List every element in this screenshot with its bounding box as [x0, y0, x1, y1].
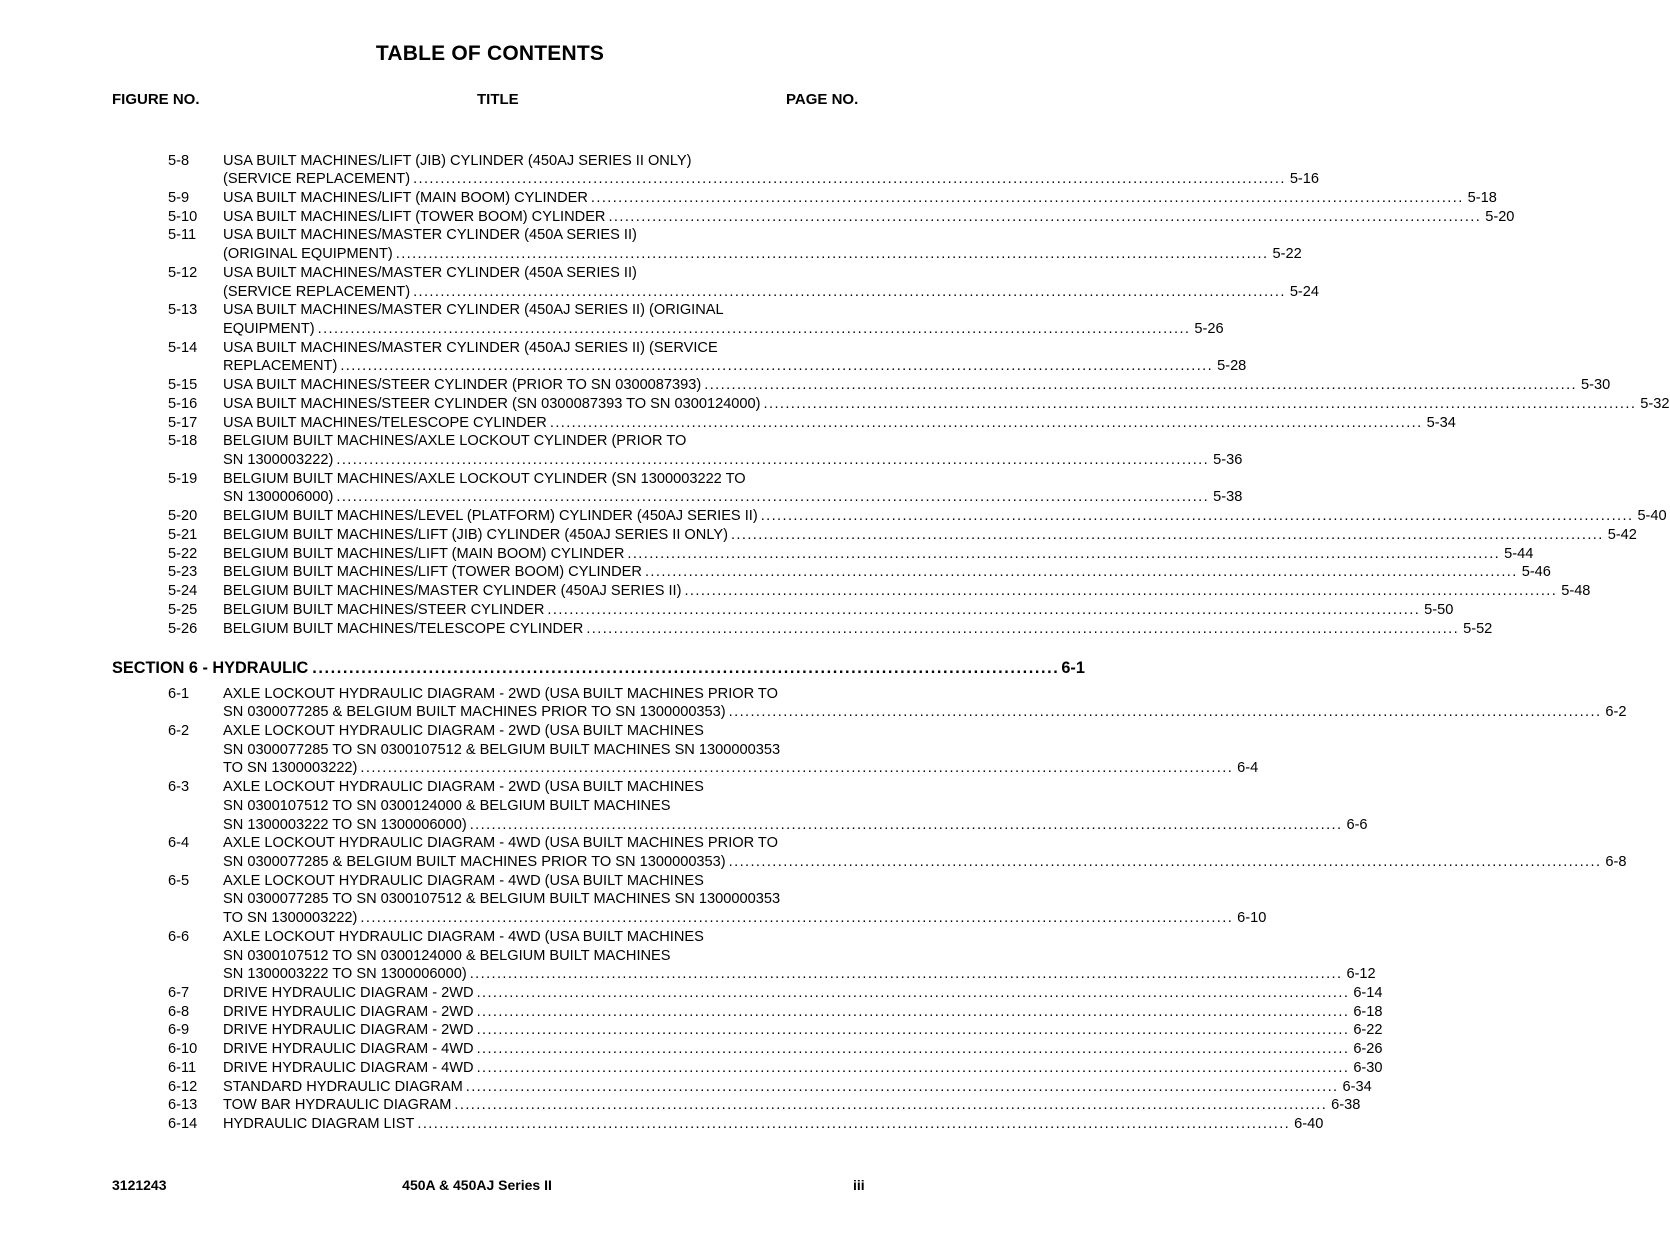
entry-page-number: 5-32: [1640, 395, 1670, 412]
figure-number: 5-15: [168, 377, 198, 394]
figure-number: 5-18: [168, 433, 198, 450]
entry-page-number: 6-8: [1605, 853, 1627, 870]
entry-title-line: USA BUILT MACHINES/MASTER CYLINDER (450AJ SERIES II) (ORIGINAL: [223, 302, 724, 319]
figure-number: 5-21: [168, 526, 198, 543]
toc-entry[interactable]: [0, 984, 1383, 1003]
entry-title-line: USA BUILT MACHINES/MASTER CYLINDER (450AJ SERIES II) (SERVICE: [223, 339, 718, 356]
dot-leader: ................................................................................................................................................................: [728, 704, 1602, 721]
toc-entry[interactable]: [0, 722, 1259, 778]
entry-title-line: BELGIUM BUILT MACHINES/AXLE LOCKOUT CYLINDER (PRIOR TO: [223, 433, 687, 450]
entry-page-number: 5-44: [1504, 545, 1534, 562]
entry-title-line: DRIVE HYDRAULIC DIAGRAM - 4WD: [223, 1041, 474, 1058]
entry-title-line: USA BUILT MACHINES/LIFT (TOWER BOOM) CYLINDER: [223, 208, 606, 225]
section-6-heading[interactable]: [112, 659, 1085, 678]
toc-entry[interactable]: [0, 778, 1368, 834]
figure-number: 6-13: [168, 1097, 198, 1114]
entry-title-line: BELGIUM BUILT MACHINES/STEER CYLINDER: [223, 601, 545, 618]
toc-entry[interactable]: [0, 872, 1267, 928]
entry-page-number: 5-48: [1561, 583, 1591, 600]
entry-title-line: (SERVICE REPLACEMENT): [223, 283, 411, 300]
entry-page-number: 5-22: [1272, 246, 1302, 263]
entry-page-number: 6-2: [1605, 704, 1627, 721]
dot-leader: ................................................................................................................................................................: [336, 452, 1210, 469]
dot-leader: ................................................................................................................................................................: [608, 208, 1482, 225]
toc-entry[interactable]: [0, 376, 1611, 395]
figure-number: 6-10: [168, 1041, 198, 1058]
toc-entry[interactable]: [0, 1059, 1383, 1078]
dot-leader: ................................................................................................................................................................: [549, 414, 1423, 431]
entry-title-line: BELGIUM BUILT MACHINES/TELESCOPE CYLINDER: [223, 620, 584, 637]
figure-number: 5-14: [168, 339, 198, 356]
entry-page-number: 6-18: [1353, 1003, 1383, 1020]
entry-title-line: DRIVE HYDRAULIC DIAGRAM - 2WD: [223, 985, 474, 1002]
entry-title-line: TO SN 1300003222): [223, 910, 358, 927]
toc-entry[interactable]: [0, 601, 1454, 620]
toc-entry[interactable]: [0, 414, 1456, 433]
figure-number: 5-13: [168, 302, 198, 319]
figure-number: 5-22: [168, 545, 198, 562]
dot-leader: ................................................................................................................................................................: [395, 246, 1269, 263]
entry-title-line: SN 1300003222): [223, 452, 334, 469]
dot-leader: ................................................................................................................................................................: [413, 171, 1286, 188]
dot-leader: ................................................................................................................................................................: [728, 853, 1602, 870]
entry-title-line: BELGIUM BUILT MACHINES/LIFT (MAIN BOOM) CYLINDER: [223, 545, 625, 562]
figure-number: 5-20: [168, 508, 198, 525]
entry-page-number: 5-38: [1213, 489, 1243, 506]
entry-page-number: 6-38: [1331, 1097, 1361, 1114]
toc-entry[interactable]: [0, 582, 1591, 601]
dot-leader: ................................................................................................................................................................: [590, 189, 1464, 206]
entry-page-number: 5-28: [1217, 358, 1247, 375]
dot-leader: ................................................................................................................................................................: [763, 395, 1637, 412]
page-number: iii: [853, 1177, 865, 1193]
dot-leader: ................................................................................................................................................................: [704, 377, 1577, 394]
figure-number: 6-2: [168, 722, 190, 739]
entry-title-line: AXLE LOCKOUT HYDRAULIC DIAGRAM - 2WD (USA BUILT MACHINES: [223, 779, 704, 796]
figure-number: 5-23: [168, 564, 198, 581]
toc-entry[interactable]: [0, 301, 1224, 338]
dot-leader: ................................................................................................................................................................: [586, 620, 1460, 637]
dot-leader: ................................................................................................................................................................: [476, 1003, 1350, 1020]
figure-number: 5-8: [168, 152, 190, 169]
figure-number: 5-26: [168, 620, 198, 637]
entry-title-line: SN 1300003222 TO SN 1300006000): [223, 816, 467, 833]
entry-title-line: USA BUILT MACHINES/LIFT (JIB) CYLINDER (450AJ SERIES II ONLY): [223, 152, 692, 169]
dot-leader: ................................................................................................................................................................: [644, 564, 1518, 581]
entry-title-line: USA BUILT MACHINES/STEER CYLINDER (PRIOR TO SN 0300087393): [223, 377, 702, 394]
toc-entry[interactable]: [0, 507, 1667, 526]
entry-page-number: 6-34: [1342, 1078, 1372, 1095]
section-label: SECTION 6 - HYDRAULIC: [112, 659, 309, 677]
entry-title-line: AXLE LOCKOUT HYDRAULIC DIAGRAM - 4WD (USA BUILT MACHINES PRIOR TO: [223, 835, 778, 852]
figure-number: 6-5: [168, 872, 190, 889]
dot-leader: ................................................................................................................................................................: [730, 526, 1604, 543]
entry-title-line: SN 0300077285 & BELGIUM BUILT MACHINES PRIOR TO SN 1300000353): [223, 853, 726, 870]
model-name: 450A & 450AJ Series II: [402, 1177, 552, 1193]
entry-title-line: SN 0300107512 TO SN 0300124000 & BELGIUM BUILT MACHINES: [223, 797, 671, 814]
figure-number: 6-6: [168, 928, 190, 945]
dot-leader: ................................................................................................................................................................: [413, 283, 1286, 300]
entry-title-line: USA BUILT MACHINES/TELESCOPE CYLINDER: [223, 414, 547, 431]
figure-number: 6-3: [168, 779, 190, 796]
dot-leader: ................................................................................................................................................................: [360, 760, 1234, 777]
figure-number: 5-9: [168, 189, 190, 206]
entry-title-line: REPLACEMENT): [223, 358, 338, 375]
dot-leader: ................................................................................................................................................................: [684, 583, 1558, 600]
entry-title-line: BELGIUM BUILT MACHINES/LIFT (JIB) CYLINDER (450AJ SERIES II ONLY): [223, 526, 728, 543]
entry-title-line: BELGIUM BUILT MACHINES/AXLE LOCKOUT CYLINDER (SN 1300003222 TO: [223, 470, 746, 487]
figure-number: 6-11: [168, 1059, 197, 1076]
entry-page-number: 5-40: [1637, 508, 1667, 525]
entry-title-line: BELGIUM BUILT MACHINES/LEVEL (PLATFORM) CYLINDER (450AJ SERIES II): [223, 508, 758, 525]
entry-page-number: 6-12: [1346, 966, 1376, 983]
entry-title-line: SN 1300003222 TO SN 1300006000): [223, 966, 467, 983]
entry-title-line: SN 0300077285 TO SN 0300107512 & BELGIUM BUILT MACHINES SN 1300000353: [223, 891, 781, 908]
entry-page-number: 6-10: [1237, 910, 1267, 927]
document-number: 3121243: [112, 1177, 167, 1193]
entry-title-line: (ORIGINAL EQUIPMENT): [223, 246, 393, 263]
entry-title-line: SN 0300107512 TO SN 0300124000 & BELGIUM BUILT MACHINES: [223, 947, 671, 964]
toc-entry[interactable]: [0, 152, 1320, 189]
dot-leader: ................................................................................................................................................................: [469, 816, 1343, 833]
dot-leader: ................................................................................................................................................................: [417, 1116, 1291, 1133]
figure-number: 6-8: [168, 1003, 190, 1020]
entry-title-line: EQUIPMENT): [223, 320, 315, 337]
toc-entry[interactable]: [0, 526, 1637, 545]
entry-title-line: AXLE LOCKOUT HYDRAULIC DIAGRAM - 4WD (USA BUILT MACHINES: [223, 928, 704, 945]
entry-title-line: AXLE LOCKOUT HYDRAULIC DIAGRAM - 2WD (USA BUILT MACHINES PRIOR TO: [223, 685, 778, 702]
entry-page-number: 5-16: [1289, 171, 1320, 188]
entry-title-line: STANDARD HYDRAULIC DIAGRAM: [223, 1078, 463, 1095]
entry-page-number: 5-18: [1467, 189, 1497, 206]
toc-entry[interactable]: [0, 545, 1534, 564]
dot-leader: ................................................................................................................................................................: [547, 601, 1421, 618]
entry-page-number: 6-22: [1353, 1022, 1383, 1039]
figure-number: 5-17: [168, 414, 198, 431]
entry-page-number: 5-52: [1463, 620, 1493, 637]
entry-title-line: SN 0300077285 & BELGIUM BUILT MACHINES PRIOR TO SN 1300000353): [223, 704, 726, 721]
entry-title-line: HYDRAULIC DIAGRAM LIST: [223, 1116, 415, 1133]
toc-entry[interactable]: [0, 339, 1247, 376]
toc-entry[interactable]: [0, 563, 1551, 582]
entry-title-line: BELGIUM BUILT MACHINES/MASTER CYLINDER (450AJ SERIES II): [223, 583, 682, 600]
entry-page-number: 5-26: [1194, 320, 1224, 337]
figure-number: 6-14: [168, 1116, 198, 1133]
entry-title-line: DRIVE HYDRAULIC DIAGRAM - 4WD: [223, 1059, 474, 1076]
entry-page-number: 5-30: [1581, 377, 1611, 394]
entry-title-line: DRIVE HYDRAULIC DIAGRAM - 2WD: [223, 1022, 474, 1039]
dot-leader: ................................................................................................................................................................: [476, 1022, 1350, 1039]
entry-page-number: 5-36: [1213, 452, 1243, 469]
entry-title-line: TOW BAR HYDRAULIC DIAGRAM: [223, 1097, 452, 1114]
entry-title-line: (SERVICE REPLACEMENT): [223, 171, 411, 188]
entry-title-line: USA BUILT MACHINES/LIFT (MAIN BOOM) CYLINDER: [223, 189, 588, 206]
toc-entry[interactable]: [0, 685, 1627, 722]
toc-entry[interactable]: [0, 1115, 1324, 1134]
dot-leader: ..........................................................................................................................: [312, 659, 1060, 677]
toc-entry[interactable]: [0, 1003, 1383, 1022]
entry-page-number: 6-6: [1346, 816, 1368, 833]
toc-entry[interactable]: [0, 928, 1376, 984]
section-page-number: 6-1: [1061, 659, 1085, 677]
dot-leader: ................................................................................................................................................................: [340, 358, 1214, 375]
entry-page-number: 6-30: [1353, 1059, 1383, 1076]
figure-number: 5-16: [168, 395, 198, 412]
figure-number: 6-4: [168, 835, 190, 852]
toc-entry[interactable]: [0, 189, 1497, 208]
entry-page-number: 5-42: [1607, 526, 1637, 543]
figure-number: 5-10: [168, 208, 198, 225]
entry-page-number: 6-40: [1294, 1116, 1324, 1133]
entry-page-number: 5-34: [1426, 414, 1456, 431]
dot-leader: ................................................................................................................................................................: [469, 966, 1343, 983]
toc-entry[interactable]: [0, 620, 1493, 639]
entry-page-number: 6-4: [1237, 760, 1259, 777]
entry-title-line: AXLE LOCKOUT HYDRAULIC DIAGRAM - 4WD (USA BUILT MACHINES: [223, 872, 704, 889]
entry-title-line: TO SN 1300003222): [223, 760, 358, 777]
entry-title-line: USA BUILT MACHINES/MASTER CYLINDER (450A SERIES II): [223, 264, 637, 281]
entry-title-line: BELGIUM BUILT MACHINES/LIFT (TOWER BOOM) CYLINDER: [223, 564, 642, 581]
dot-leader: ................................................................................................................................................................: [476, 1041, 1350, 1058]
toc-entry[interactable]: [0, 1040, 1383, 1059]
dot-leader: ................................................................................................................................................................: [476, 1059, 1350, 1076]
entry-page-number: 6-14: [1353, 985, 1383, 1002]
figure-number: 5-11: [168, 227, 197, 244]
figure-column-header: FIGURE NO.: [112, 91, 200, 108]
toc-entry[interactable]: [0, 432, 1243, 469]
figure-number: 6-1: [168, 685, 190, 702]
toc-entry[interactable]: [0, 834, 1627, 871]
toc-entry[interactable]: [0, 1021, 1383, 1040]
toc-entry[interactable]: [0, 470, 1243, 507]
dot-leader: ................................................................................................................................................................: [760, 508, 1634, 525]
page-title: TABLE OF CONTENTS: [375, 42, 605, 65]
entry-title-line: AXLE LOCKOUT HYDRAULIC DIAGRAM - 2WD (USA BUILT MACHINES: [223, 722, 704, 739]
dot-leader: ................................................................................................................................................................: [465, 1078, 1339, 1095]
entry-title-line: USA BUILT MACHINES/MASTER CYLINDER (450A SERIES II): [223, 227, 637, 244]
figure-number: 5-19: [168, 470, 198, 487]
entry-page-number: 5-24: [1289, 283, 1320, 300]
toc-entry[interactable]: [0, 395, 1670, 414]
toc-entry[interactable]: [0, 1096, 1361, 1115]
entry-title-line: USA BUILT MACHINES/STEER CYLINDER (SN 0300087393 TO SN 0300124000): [223, 395, 761, 412]
dot-leader: ................................................................................................................................................................: [627, 545, 1501, 562]
entry-page-number: 5-46: [1521, 564, 1551, 581]
dot-leader: ................................................................................................................................................................: [476, 985, 1350, 1002]
figure-number: 6-12: [168, 1078, 198, 1095]
toc-entry[interactable]: [0, 208, 1515, 227]
entry-page-number: 6-26: [1353, 1041, 1383, 1058]
figure-number: 6-7: [168, 985, 190, 1002]
page-column-header: PAGE NO.: [786, 91, 859, 108]
dot-leader: ................................................................................................................................................................: [454, 1097, 1328, 1114]
entry-page-number: 5-50: [1424, 601, 1454, 618]
entry-title-line: DRIVE HYDRAULIC DIAGRAM - 2WD: [223, 1003, 474, 1020]
figure-number: 5-12: [168, 264, 198, 281]
entry-title-line: SN 1300006000): [223, 489, 334, 506]
entry-title-line: SN 0300077285 TO SN 0300107512 & BELGIUM BUILT MACHINES SN 1300000353: [223, 741, 781, 758]
toc-entry[interactable]: [0, 264, 1320, 301]
entry-page-number: 5-20: [1485, 208, 1515, 225]
dot-leader: ................................................................................................................................................................: [317, 320, 1191, 337]
dot-leader: ................................................................................................................................................................: [336, 489, 1210, 506]
figure-number: 5-25: [168, 601, 198, 618]
toc-entry[interactable]: [0, 226, 1302, 263]
figure-number: 5-24: [168, 583, 198, 600]
toc-entry[interactable]: [0, 1078, 1372, 1097]
figure-number: 6-9: [168, 1022, 190, 1039]
dot-leader: ................................................................................................................................................................: [360, 910, 1234, 927]
title-column-header: TITLE: [477, 91, 519, 108]
